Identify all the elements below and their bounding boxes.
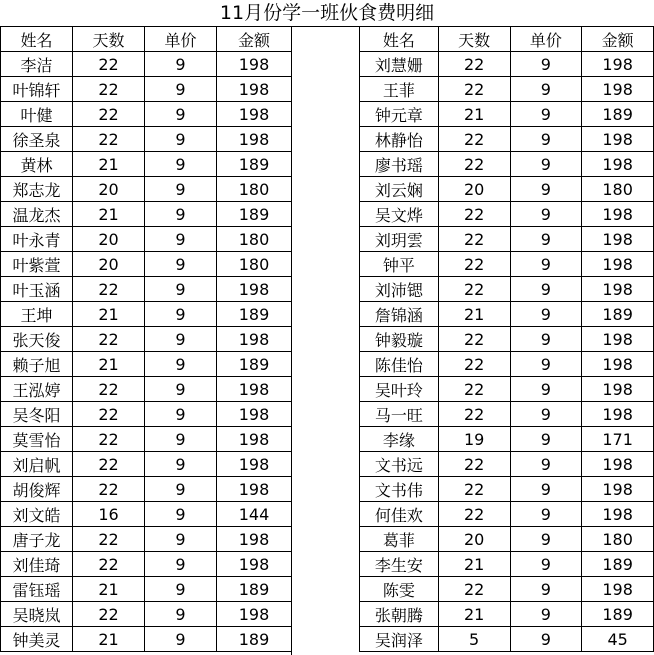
table-row <box>1 327 292 352</box>
table-row <box>360 52 654 77</box>
table-row <box>360 602 654 627</box>
days-cell[interactable]: 22 <box>73 427 145 452</box>
unit-price-cell[interactable]: 9 <box>510 177 582 202</box>
header-days[interactable]: 天数 <box>73 27 145 52</box>
days-cell[interactable]: 21 <box>438 602 510 627</box>
name-cell[interactable]: 叶永青 <box>1 227 73 252</box>
name-cell[interactable]: 李缘 <box>360 427 439 452</box>
amount-cell[interactable]: 189 <box>217 152 292 177</box>
table-row <box>1 102 292 127</box>
days-cell[interactable]: 22 <box>73 477 145 502</box>
unit-price-cell[interactable]: 9 <box>510 127 582 152</box>
amount-cell[interactable]: 198 <box>582 277 654 302</box>
days-cell[interactable]: 22 <box>73 602 145 627</box>
header-amount[interactable]: 金额 <box>582 27 654 52</box>
days-cell[interactable]: 21 <box>438 552 510 577</box>
name-cell[interactable]: 郑志龙 <box>1 177 73 202</box>
days-cell[interactable]: 21 <box>73 577 145 602</box>
name-cell[interactable]: 钟毅璇 <box>360 327 439 352</box>
table-row <box>360 427 654 452</box>
table-row <box>1 277 292 302</box>
amount-cell[interactable]: 198 <box>582 402 654 427</box>
amount-cell[interactable]: 198 <box>582 77 654 102</box>
amount-cell[interactable]: 198 <box>217 477 292 502</box>
table-row <box>1 527 292 552</box>
amount-cell[interactable]: 198 <box>217 402 292 427</box>
days-cell[interactable]: 22 <box>438 52 510 77</box>
days-cell[interactable]: 16 <box>73 502 145 527</box>
name-cell[interactable]: 叶锦轩 <box>1 77 73 102</box>
name-cell[interactable]: 黄林 <box>1 152 73 177</box>
days-cell[interactable]: 21 <box>73 627 145 652</box>
left-table <box>0 26 292 652</box>
header-unit-price[interactable]: 单价 <box>145 27 217 52</box>
unit-price-cell[interactable]: 9 <box>510 327 582 352</box>
table-row <box>1 427 292 452</box>
unit-price-cell[interactable]: 9 <box>145 627 217 652</box>
table-row <box>360 352 654 377</box>
name-cell[interactable]: 张天俊 <box>1 327 73 352</box>
table-row <box>360 77 654 102</box>
unit-price-cell[interactable]: 9 <box>145 377 217 402</box>
days-cell[interactable]: 22 <box>73 77 145 102</box>
name-cell[interactable]: 葛菲 <box>360 527 439 552</box>
name-cell[interactable]: 钟元章 <box>360 102 439 127</box>
amount-cell[interactable]: 198 <box>582 477 654 502</box>
amount-cell[interactable]: 198 <box>582 502 654 527</box>
name-cell[interactable]: 刘启帆 <box>1 452 73 477</box>
name-cell[interactable]: 莫雪怡 <box>1 427 73 452</box>
days-cell[interactable]: 21 <box>73 302 145 327</box>
table-row <box>360 527 654 552</box>
days-cell[interactable]: 20 <box>73 252 145 277</box>
table-row <box>1 177 292 202</box>
days-cell[interactable]: 20 <box>73 227 145 252</box>
unit-price-cell[interactable]: 9 <box>145 527 217 552</box>
unit-price-cell[interactable]: 9 <box>145 552 217 577</box>
table-row <box>360 477 654 502</box>
name-cell[interactable]: 马一旺 <box>360 402 439 427</box>
table-row <box>1 152 292 177</box>
days-cell[interactable]: 22 <box>73 327 145 352</box>
days-cell[interactable]: 22 <box>438 402 510 427</box>
table-row <box>1 552 292 577</box>
name-cell[interactable]: 吴文烨 <box>360 202 439 227</box>
table-row <box>1 627 292 652</box>
name-cell[interactable]: 叶紫萱 <box>1 252 73 277</box>
days-cell[interactable]: 21 <box>438 102 510 127</box>
unit-price-cell[interactable]: 9 <box>145 502 217 527</box>
amount-cell[interactable]: 189 <box>217 577 292 602</box>
amount-cell[interactable]: 198 <box>582 152 654 177</box>
days-cell[interactable]: 22 <box>73 552 145 577</box>
unit-price-cell[interactable]: 9 <box>145 127 217 152</box>
unit-price-cell[interactable]: 9 <box>510 552 582 577</box>
unit-price-cell[interactable]: 9 <box>145 77 217 102</box>
unit-price-cell[interactable]: 9 <box>510 252 582 277</box>
table-row <box>360 227 654 252</box>
name-cell[interactable]: 陈雯 <box>360 577 439 602</box>
unit-price-cell[interactable]: 9 <box>510 627 582 652</box>
days-cell[interactable]: 22 <box>438 202 510 227</box>
amount-cell[interactable]: 198 <box>217 102 292 127</box>
unit-price-cell[interactable]: 9 <box>145 52 217 77</box>
days-cell[interactable]: 22 <box>438 227 510 252</box>
days-cell[interactable]: 22 <box>438 477 510 502</box>
unit-price-cell[interactable]: 9 <box>145 227 217 252</box>
amount-cell[interactable]: 45 <box>582 627 654 652</box>
name-cell[interactable]: 钟美灵 <box>1 627 73 652</box>
table-row <box>360 577 654 602</box>
name-cell[interactable]: 文书伟 <box>360 477 439 502</box>
days-cell[interactable]: 22 <box>73 402 145 427</box>
table-row <box>1 452 292 477</box>
unit-price-cell[interactable]: 9 <box>145 352 217 377</box>
name-cell[interactable]: 刘云娴 <box>360 177 439 202</box>
unit-price-cell[interactable]: 9 <box>145 452 217 477</box>
amount-cell[interactable]: 198 <box>582 227 654 252</box>
name-cell[interactable]: 张朝腾 <box>360 602 439 627</box>
amount-cell[interactable]: 198 <box>582 352 654 377</box>
days-cell[interactable]: 22 <box>73 452 145 477</box>
name-cell[interactable]: 何佳欢 <box>360 502 439 527</box>
unit-price-cell[interactable]: 9 <box>510 377 582 402</box>
days-cell[interactable]: 21 <box>73 152 145 177</box>
unit-price-cell[interactable]: 9 <box>510 77 582 102</box>
unit-price-cell[interactable]: 9 <box>510 152 582 177</box>
header-row <box>1 27 292 52</box>
name-cell[interactable]: 温龙杰 <box>1 202 73 227</box>
unit-price-cell[interactable]: 9 <box>145 302 217 327</box>
name-cell[interactable]: 吴润泽 <box>360 627 439 652</box>
days-cell[interactable]: 21 <box>438 302 510 327</box>
amount-cell[interactable]: 198 <box>582 127 654 152</box>
table-row <box>360 152 654 177</box>
amount-cell[interactable]: 189 <box>582 102 654 127</box>
table-row <box>360 502 654 527</box>
amount-cell[interactable]: 198 <box>217 277 292 302</box>
amount-cell[interactable]: 198 <box>582 252 654 277</box>
name-cell[interactable]: 刘慧姗 <box>360 52 439 77</box>
amount-cell[interactable]: 198 <box>217 527 292 552</box>
name-cell[interactable]: 胡俊辉 <box>1 477 73 502</box>
table-row <box>360 177 654 202</box>
unit-price-cell[interactable]: 9 <box>510 277 582 302</box>
table-row <box>1 477 292 502</box>
name-cell[interactable]: 王坤 <box>1 302 73 327</box>
name-cell[interactable]: 叶玉涵 <box>1 277 73 302</box>
header-unit-price[interactable]: 单价 <box>510 27 582 52</box>
amount-cell[interactable]: 189 <box>582 302 654 327</box>
table-row <box>360 277 654 302</box>
unit-price-cell[interactable]: 9 <box>510 302 582 327</box>
name-cell[interactable]: 刘玥雲 <box>360 227 439 252</box>
unit-price-cell[interactable]: 9 <box>510 227 582 252</box>
table-row <box>360 327 654 352</box>
unit-price-cell[interactable]: 9 <box>145 327 217 352</box>
unit-price-cell[interactable]: 9 <box>510 52 582 77</box>
amount-cell[interactable]: 198 <box>217 602 292 627</box>
name-cell[interactable]: 詹锦涵 <box>360 302 439 327</box>
amount-cell[interactable]: 198 <box>217 552 292 577</box>
unit-price-cell[interactable]: 9 <box>145 277 217 302</box>
name-cell[interactable]: 王菲 <box>360 77 439 102</box>
table-row <box>1 377 292 402</box>
amount-cell[interactable]: 198 <box>217 377 292 402</box>
right-table <box>359 26 654 652</box>
unit-price-cell[interactable]: 9 <box>145 152 217 177</box>
table-row <box>1 127 292 152</box>
amount-cell[interactable]: 198 <box>582 52 654 77</box>
name-cell[interactable]: 叶健 <box>1 102 73 127</box>
header-name[interactable]: 姓名 <box>360 27 439 52</box>
table-row <box>1 302 292 327</box>
days-cell[interactable]: 22 <box>438 252 510 277</box>
name-cell[interactable]: 林静怡 <box>360 127 439 152</box>
table-row <box>360 252 654 277</box>
days-cell[interactable]: 22 <box>438 352 510 377</box>
unit-price-cell[interactable]: 9 <box>510 577 582 602</box>
table-row <box>1 602 292 627</box>
amount-cell[interactable]: 189 <box>217 352 292 377</box>
days-cell[interactable]: 20 <box>438 177 510 202</box>
amount-cell[interactable]: 198 <box>217 452 292 477</box>
amount-cell[interactable]: 198 <box>217 327 292 352</box>
name-cell[interactable]: 李生安 <box>360 552 439 577</box>
name-cell[interactable]: 文书远 <box>360 452 439 477</box>
sheet-title: 11月份学一班伙食费明细 <box>0 0 654 27</box>
amount-cell[interactable]: 180 <box>217 177 292 202</box>
amount-cell[interactable]: 198 <box>582 577 654 602</box>
amount-cell[interactable]: 189 <box>582 552 654 577</box>
table-row <box>360 202 654 227</box>
unit-price-cell[interactable]: 9 <box>145 477 217 502</box>
unit-price-cell[interactable]: 9 <box>510 477 582 502</box>
days-cell[interactable]: 22 <box>73 377 145 402</box>
amount-cell[interactable]: 198 <box>582 377 654 402</box>
amount-cell[interactable]: 198 <box>217 427 292 452</box>
amount-cell[interactable]: 198 <box>217 52 292 77</box>
amount-cell[interactable]: 198 <box>582 327 654 352</box>
name-cell[interactable]: 吴冬阳 <box>1 402 73 427</box>
days-cell[interactable]: 22 <box>438 502 510 527</box>
name-cell[interactable]: 雷钰瑶 <box>1 577 73 602</box>
table-row <box>360 302 654 327</box>
name-cell[interactable]: 李洁 <box>1 52 73 77</box>
name-cell[interactable]: 赖子旭 <box>1 352 73 377</box>
days-cell[interactable]: 21 <box>73 352 145 377</box>
unit-price-cell[interactable]: 9 <box>145 177 217 202</box>
days-cell[interactable]: 22 <box>438 452 510 477</box>
amount-cell[interactable]: 171 <box>582 427 654 452</box>
name-cell[interactable]: 陈佳怡 <box>360 352 439 377</box>
amount-cell[interactable]: 180 <box>582 177 654 202</box>
days-cell[interactable]: 19 <box>438 427 510 452</box>
days-cell[interactable]: 5 <box>438 627 510 652</box>
name-cell[interactable]: 王泓婷 <box>1 377 73 402</box>
table-row <box>1 52 292 77</box>
table-row <box>360 102 654 127</box>
days-cell[interactable]: 22 <box>73 102 145 127</box>
days-cell[interactable]: 22 <box>73 527 145 552</box>
unit-price-cell[interactable]: 9 <box>510 452 582 477</box>
name-cell[interactable]: 钟平 <box>360 252 439 277</box>
name-cell[interactable]: 刘沛锶 <box>360 277 439 302</box>
amount-cell[interactable]: 198 <box>217 77 292 102</box>
table-row <box>1 577 292 602</box>
days-cell[interactable]: 22 <box>73 277 145 302</box>
table-row <box>1 202 292 227</box>
days-cell[interactable]: 20 <box>438 527 510 552</box>
table-row <box>1 352 292 377</box>
unit-price-cell[interactable]: 9 <box>510 427 582 452</box>
unit-price-cell[interactable]: 9 <box>145 602 217 627</box>
amount-cell[interactable]: 198 <box>217 127 292 152</box>
days-cell[interactable]: 22 <box>73 52 145 77</box>
amount-cell[interactable]: 198 <box>582 202 654 227</box>
amount-cell[interactable]: 189 <box>582 602 654 627</box>
table-row <box>1 252 292 277</box>
amount-cell[interactable]: 189 <box>217 627 292 652</box>
unit-price-cell[interactable]: 9 <box>145 402 217 427</box>
unit-price-cell[interactable]: 9 <box>145 202 217 227</box>
name-cell[interactable]: 吴晓岚 <box>1 602 73 627</box>
table-row <box>1 227 292 252</box>
name-cell[interactable]: 吴叶玲 <box>360 377 439 402</box>
table-row <box>360 377 654 402</box>
unit-price-cell[interactable]: 9 <box>510 102 582 127</box>
unit-price-cell[interactable]: 9 <box>510 527 582 552</box>
unit-price-cell[interactable]: 9 <box>145 577 217 602</box>
name-cell[interactable]: 唐子龙 <box>1 527 73 552</box>
unit-price-cell[interactable]: 9 <box>145 252 217 277</box>
days-cell[interactable]: 20 <box>73 177 145 202</box>
name-cell[interactable]: 刘文皓 <box>1 502 73 527</box>
amount-cell[interactable]: 144 <box>217 502 292 527</box>
name-cell[interactable]: 廖书瑶 <box>360 152 439 177</box>
amount-cell[interactable]: 189 <box>217 202 292 227</box>
days-cell[interactable]: 22 <box>438 377 510 402</box>
unit-price-cell[interactable]: 9 <box>510 202 582 227</box>
unit-price-cell[interactable]: 9 <box>145 102 217 127</box>
unit-price-cell[interactable]: 9 <box>510 502 582 527</box>
days-cell[interactable]: 22 <box>438 577 510 602</box>
name-cell[interactable]: 徐圣泉 <box>1 127 73 152</box>
header-amount[interactable]: 金额 <box>217 27 292 52</box>
days-cell[interactable]: 22 <box>73 127 145 152</box>
amount-cell[interactable]: 198 <box>582 452 654 477</box>
table-row <box>360 402 654 427</box>
table-row <box>360 452 654 477</box>
days-cell[interactable]: 22 <box>438 152 510 177</box>
table-row <box>1 402 292 427</box>
unit-price-cell[interactable]: 9 <box>510 402 582 427</box>
blank-column <box>291 26 360 655</box>
amount-cell[interactable]: 180 <box>582 527 654 552</box>
unit-price-cell[interactable]: 9 <box>145 427 217 452</box>
table-row <box>1 77 292 102</box>
days-cell[interactable]: 21 <box>73 202 145 227</box>
table-row <box>360 552 654 577</box>
unit-price-cell[interactable]: 9 <box>510 352 582 377</box>
unit-price-cell[interactable]: 9 <box>510 602 582 627</box>
amount-cell[interactable]: 180 <box>217 227 292 252</box>
days-cell[interactable]: 22 <box>438 127 510 152</box>
days-cell[interactable]: 22 <box>438 77 510 102</box>
header-days[interactable]: 天数 <box>438 27 510 52</box>
table-row <box>360 127 654 152</box>
days-cell[interactable]: 22 <box>438 277 510 302</box>
days-cell[interactable]: 22 <box>438 327 510 352</box>
name-cell[interactable]: 刘佳琦 <box>1 552 73 577</box>
header-name[interactable]: 姓名 <box>1 27 73 52</box>
amount-cell[interactable]: 180 <box>217 252 292 277</box>
header-row <box>360 27 654 52</box>
amount-cell[interactable]: 189 <box>217 302 292 327</box>
table-row <box>1 502 292 527</box>
table-row <box>360 627 654 652</box>
